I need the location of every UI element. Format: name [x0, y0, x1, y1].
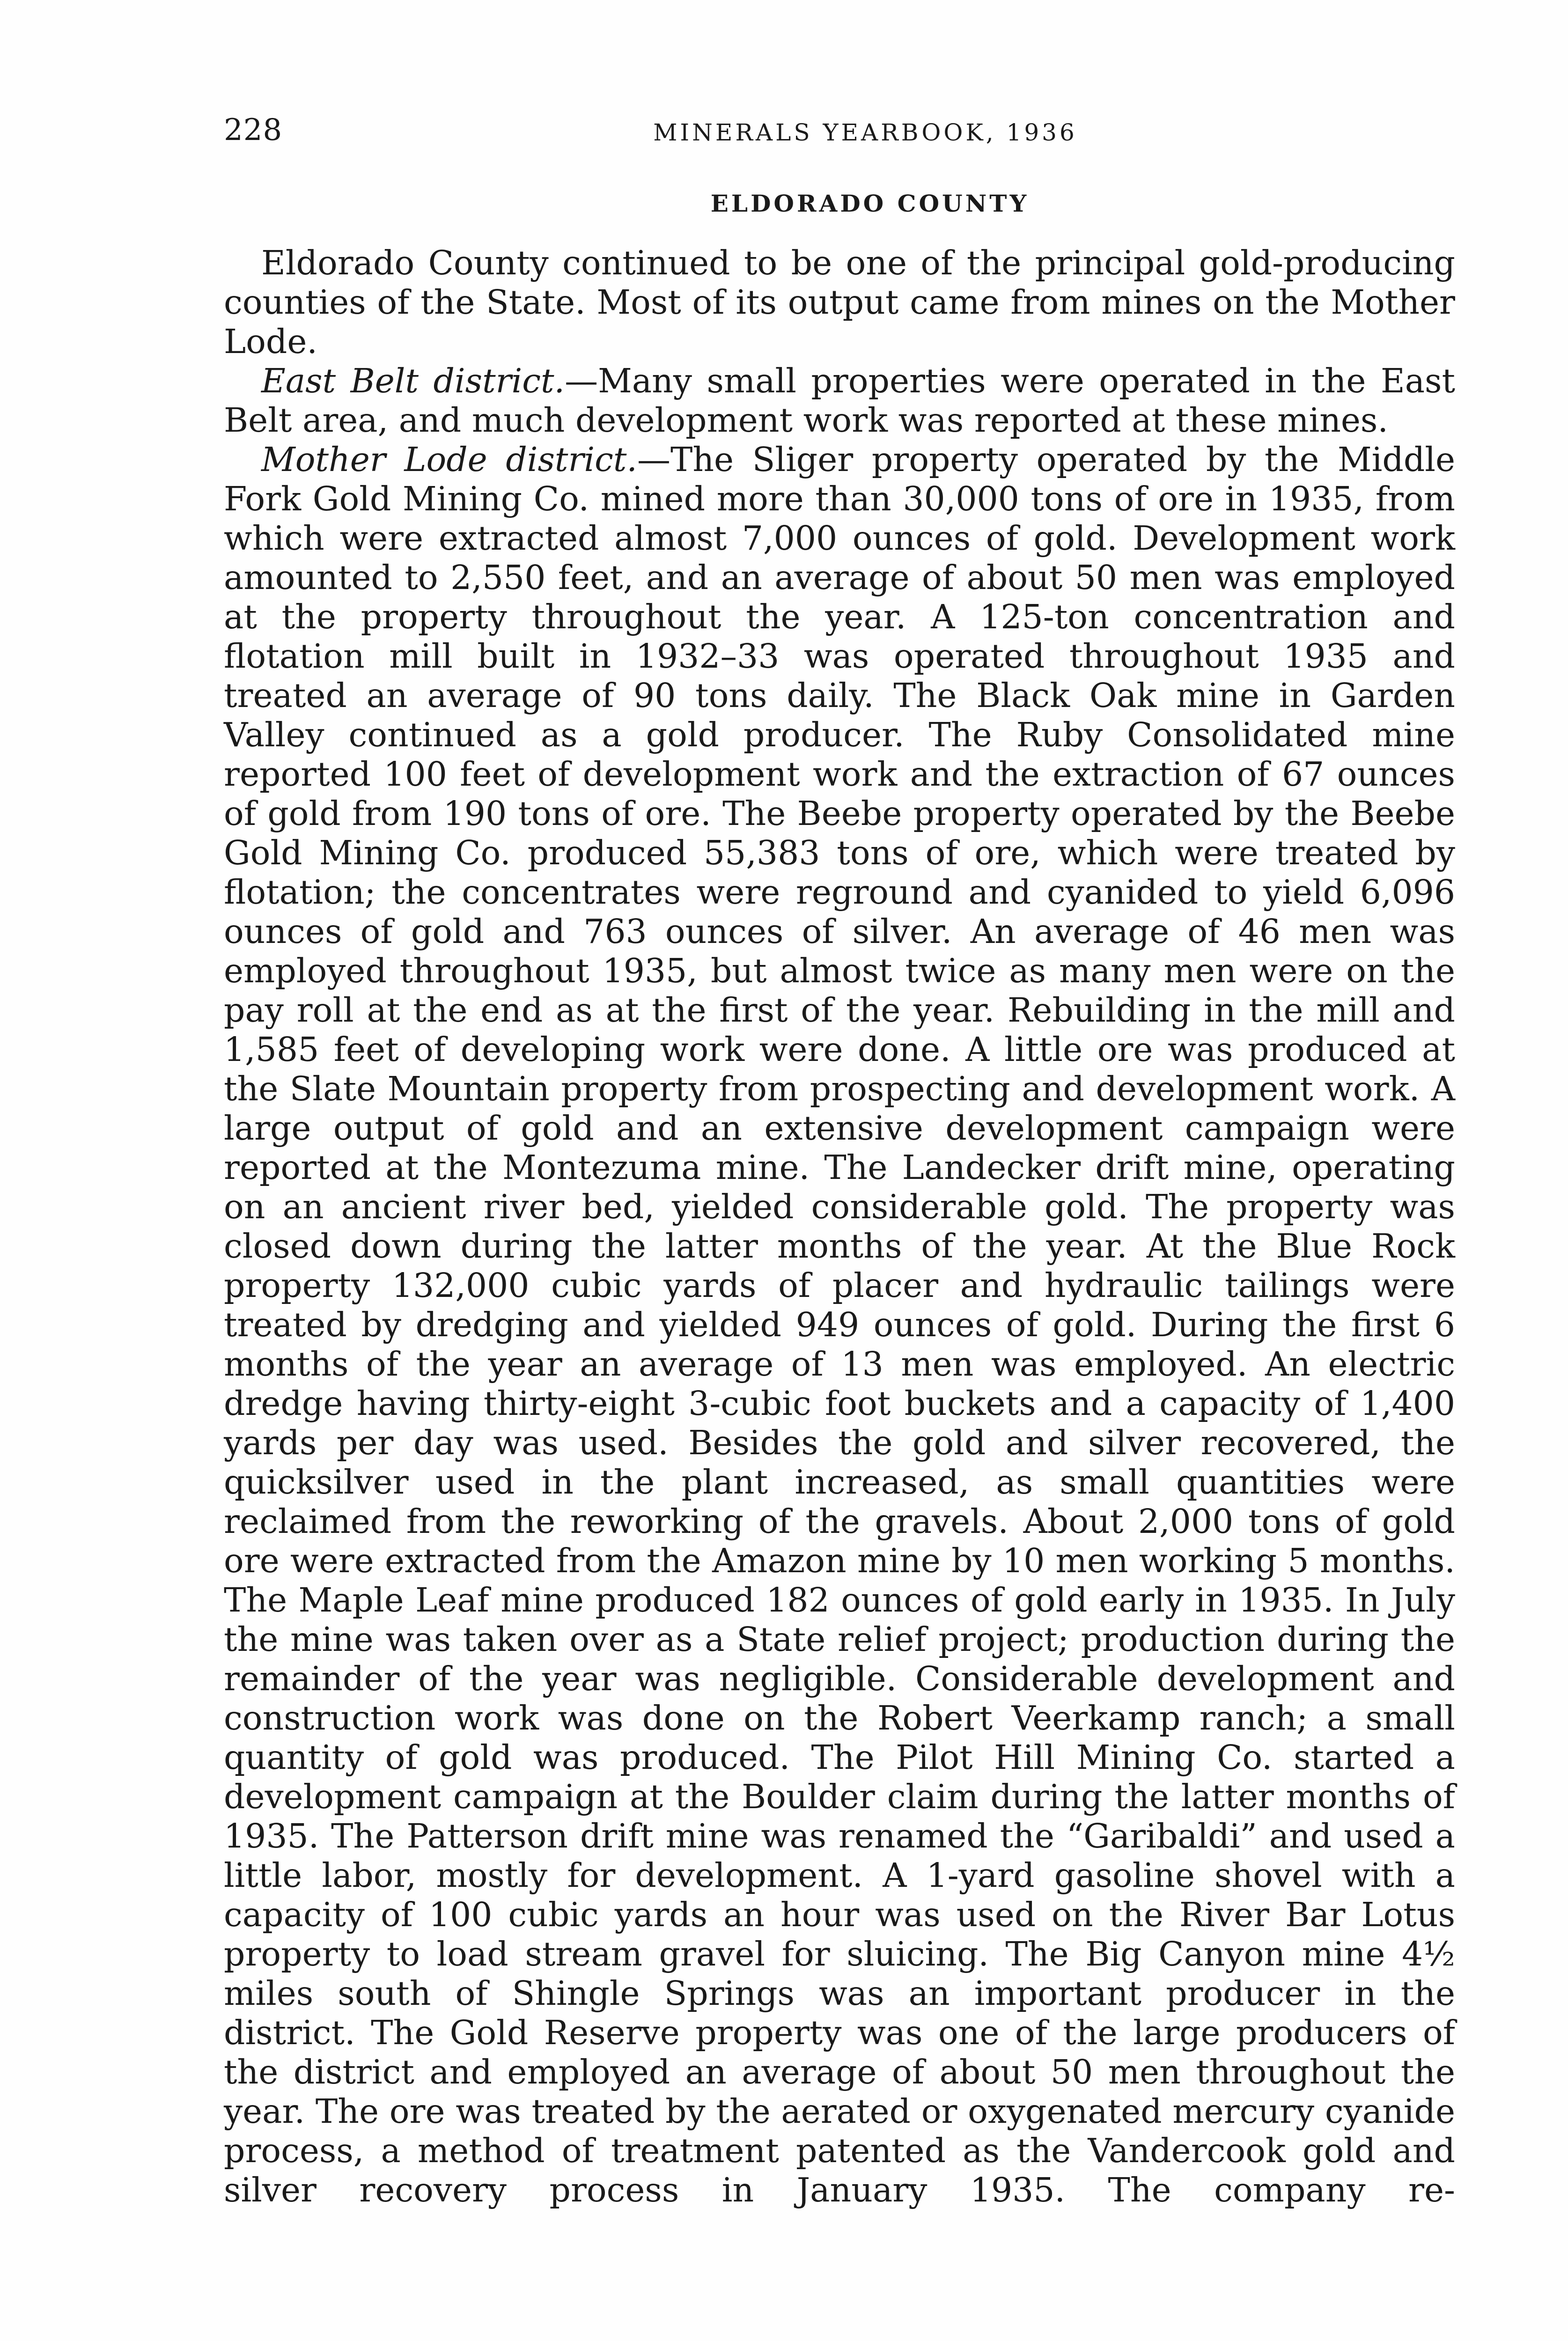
page-header — [224, 111, 1460, 149]
paragraph-intro: Eldorado County continued to be one of the principal gold-producing counties of the State. Most of its output came from mines on the Mother Lode. — [224, 243, 1455, 361]
page-number: 228 — [224, 113, 283, 147]
subheading-mother-lode: Mother Lode district. — [261, 440, 637, 479]
paragraph-mother-lode-text: —The Sliger property operated by the Middle Fork Gold Mining Co. mined more than 30,000 tons of ore in 1935, from which were extracted almost 7,000 ounces of gold. Development work amounted to 2,550 feet, and an average of about 50 men was employed at the property throughout the year. A 125-ton concentration and flotation mill built in 1932–33 was operated throughout 1935 and treated an average of 90 tons daily. The Black Oak mine in Garden Valley continued as a gold producer. The Ruby Consolidated mine reported 100 feet of development work and the extraction of 67 ounces of gold from 190 tons of ore. The Beebe property operated by the Beebe Gold Mining Co. produced 55,383 tons of ore, which were treated by flotation; the concentrates were reground and cyanided to yield 6,096 ounces of gold and 763 ounces of silver. An average of 46 men was employed throughout 1935, but almost twice as many men were on the pay roll at the end as at the first of the year. Rebuilding in the mill and 1,585 feet of developing work were done. A little ore was produced at the Slate Mountain property from prospecting and development work. A large output of gold and an extensive development campaign were reported at the Montezuma mine. The Landecker drift mine, operating on an ancient river bed, yielded considerable gold. The property was closed down during the latter months of the year. At the Blue Rock property 132,000 cubic yards of placer and hydraulic tailings were treated by dredging and yielded 949 ounces of gold. During the first 6 months of the year an average of 13 men was employed. An electric dredge having thirty-eight 3-cubic foot buckets and a capacity of 1,400 yards per day was used. Besides the gold and silver recovered, the quicksilver used in the plant increased, as small quantities were reclaimed from the reworking of the gravels. About 2,000 tons of gold ore were extracted from the Amazon mine by 10 men working 5 months. The Maple Leaf mine produced 182 ounces of gold early in 1935. In July the mine was taken over as a State relief project; production during the remainder of the year was negligible. Considerable development and construction work was done on the Robert Veerkamp ranch; a small quantity of gold was produced. The Pilot Hill Mining Co. started a development campaign at the Boulder claim during the latter months of 1935. The Patterson drift mine was renamed the “Garibaldi” and used a little labor, mostly for development. A 1-yard gasoline shovel with a capacity of 100 cubic yards an hour was used on the River Bar Lotus property to load stream gravel for sluicing. The Big Canyon mine 4½ miles south of Shingle Springs was an important producer in the district. The Gold Reserve property was one of the large producers of the district and employed an average of about 50 men throughout the year. The ore was treated by the aerated or oxygenated mercury cyanide process, a method of treatment patented as the Vandercook gold and silver recovery process in January 1935. The company re- — [224, 440, 1455, 2209]
paragraph-east-belt — [224, 361, 1455, 440]
paragraph-east-belt-text: —Many small properties were operated in the East Belt area, and much development work was reported at these mines. — [224, 361, 1456, 440]
section-title: ELDORADO COUNTY — [710, 190, 1030, 217]
paragraph-mother-lode — [224, 440, 1455, 2210]
body-text — [224, 243, 1455, 2210]
subheading-east-belt: East Belt district. — [261, 361, 565, 400]
running-head: MINERALS YEARBOOK, 1936 — [653, 119, 1077, 146]
